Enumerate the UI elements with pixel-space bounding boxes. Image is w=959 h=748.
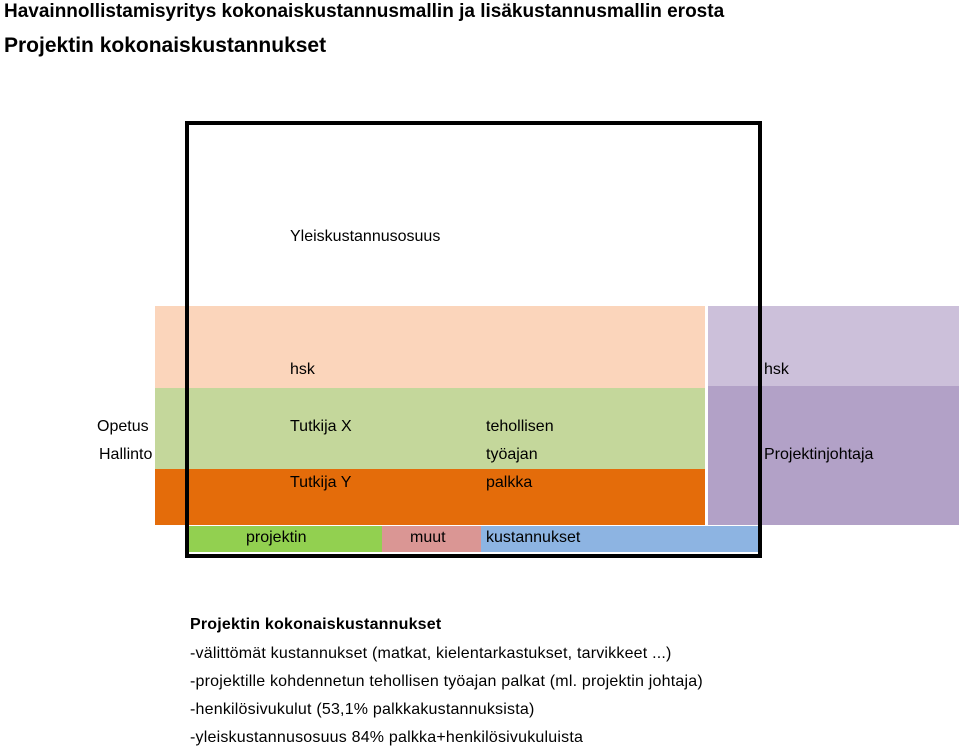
- hallinto-label: Hallinto: [99, 446, 153, 463]
- overhead-label: Yleiskustannusosuus: [290, 228, 441, 245]
- tyoajan-label: työajan: [486, 446, 538, 463]
- tutkija-x-label: Tutkija X: [290, 418, 352, 435]
- tutkija-y-label: Tutkija Y: [290, 474, 352, 491]
- opetus-label: Opetus: [97, 418, 149, 435]
- slide-subtitle: Projektin kokonaiskustannukset: [4, 34, 327, 57]
- notes-line-3: -henkilösivukulut (53,1% palkkakustannuksista): [190, 701, 535, 718]
- palkka-label: palkka: [486, 474, 533, 491]
- hsk-right-label: hsk: [764, 361, 789, 378]
- kustannukset-label: kustannukset: [486, 529, 581, 546]
- projektinjohtaja-label: Projektinjohtaja: [764, 446, 874, 463]
- notes-line-2: -projektille kohdennetun tehollisen työajan palkat (ml. projektin johtaja): [190, 673, 703, 690]
- total-cost-frame: [185, 121, 762, 558]
- muut-label: muut: [410, 529, 446, 546]
- hsk-left-label: hsk: [290, 361, 315, 378]
- tehollisen-label: tehollisen: [486, 418, 554, 435]
- slide-title: Havainnollistamisyritys kokonaiskustannusmallin ja lisäkustannusmallin erosta: [4, 1, 725, 22]
- notes-line-4: -yleiskustannusosuus 84% palkka+henkilösivukuluista: [190, 729, 584, 746]
- projektin-label: projektin: [246, 529, 307, 546]
- notes-line-1: -välittömät kustannukset (matkat, kielentarkastukset, tarvikkeet ...): [190, 645, 672, 662]
- notes-heading: Projektin kokonaiskustannukset: [190, 616, 442, 633]
